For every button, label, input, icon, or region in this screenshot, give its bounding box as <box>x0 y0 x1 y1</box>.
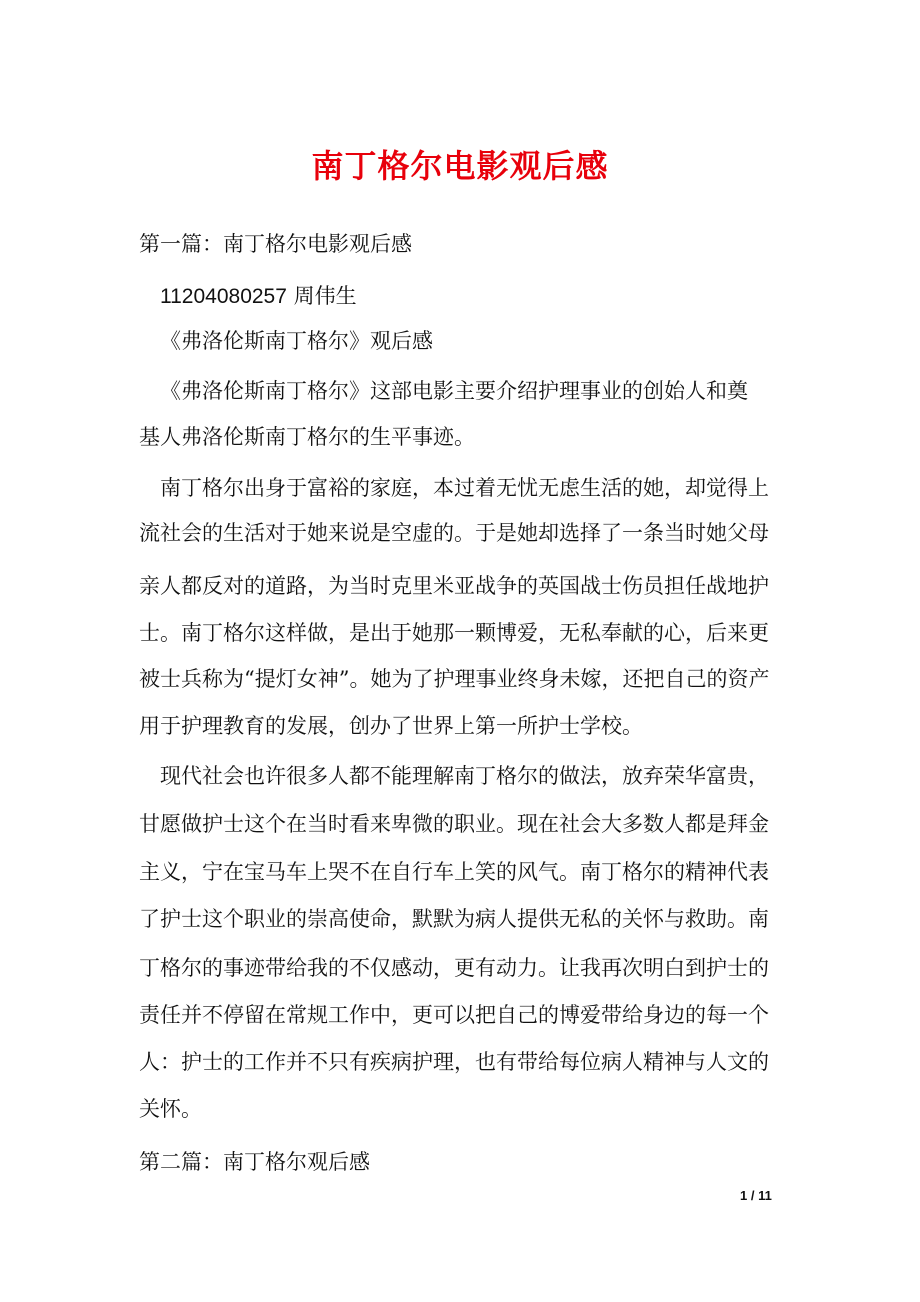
paragraph-line: 《弗洛伦斯南丁格尔》这部电影主要介绍护理事业的创始人和奠 <box>160 379 748 403</box>
paragraph-line: 了护士这个职业的崇高使命，默默为病人提供无私的关怀与救助。南 <box>139 907 769 931</box>
author-name: 周伟生 <box>293 284 357 308</box>
section-heading-2: 第二篇：南丁格尔观后感 <box>139 1150 370 1174</box>
paragraph-line: 现代社会也许很多人都不能理解南丁格尔的做法，放弃荣华富贵， <box>160 764 769 788</box>
page-number: 1 / 11 <box>740 1188 772 1203</box>
paragraph-line: 流社会的生活对于她来说是空虚的。于是她却选择了一条当时她父母 <box>139 521 769 545</box>
paragraph-line: 人：护士的工作并不只有疾病护理，也有带给每位病人精神与人文的 <box>139 1050 769 1074</box>
paragraph-line: 基人弗洛伦斯南丁格尔的生平事迹。 <box>139 425 475 449</box>
paragraph-line: 关怀。 <box>139 1097 202 1121</box>
student-id: 11204080257 <box>160 285 287 308</box>
section-heading-1: 第一篇：南丁格尔电影观后感 <box>139 232 412 256</box>
essay-subtitle: 《弗洛伦斯南丁格尔》观后感 <box>160 329 433 353</box>
paragraph-line: 责任并不停留在常规工作中，更可以把自己的博爱带给身边的每一个 <box>139 1003 769 1027</box>
paragraph-line: 被士兵称为“提灯女神”。她为了护理事业终身未嫁，还把自己的资产 <box>139 667 770 691</box>
paragraph-line: 甘愿做护士这个在当时看来卑微的职业。现在社会大多数人都是拜金 <box>139 812 769 836</box>
paragraph-line: 士。南丁格尔这样做，是出于她那一颗博爱，无私奉献的心，后来更 <box>139 621 769 645</box>
paragraph-line: 亲人都反对的道路，为当时克里米亚战争的英国战士伤员担任战地护 <box>139 574 769 598</box>
paragraph-line: 用于护理教育的发展，创办了世界上第一所护士学校。 <box>139 714 643 738</box>
paragraph-line: 主义，宁在宝马车上哭不在自行车上笑的风气。南丁格尔的精神代表 <box>139 860 769 884</box>
author-line <box>160 281 357 312</box>
paragraph-line: 丁格尔的事迹带给我的不仅感动，更有动力。让我再次明白到护士的 <box>139 956 769 980</box>
document-title: 南丁格尔电影观后感 <box>311 147 609 185</box>
paragraph-line: 南丁格尔出身于富裕的家庭，本过着无忧无虑生活的她，却觉得上 <box>160 476 769 500</box>
